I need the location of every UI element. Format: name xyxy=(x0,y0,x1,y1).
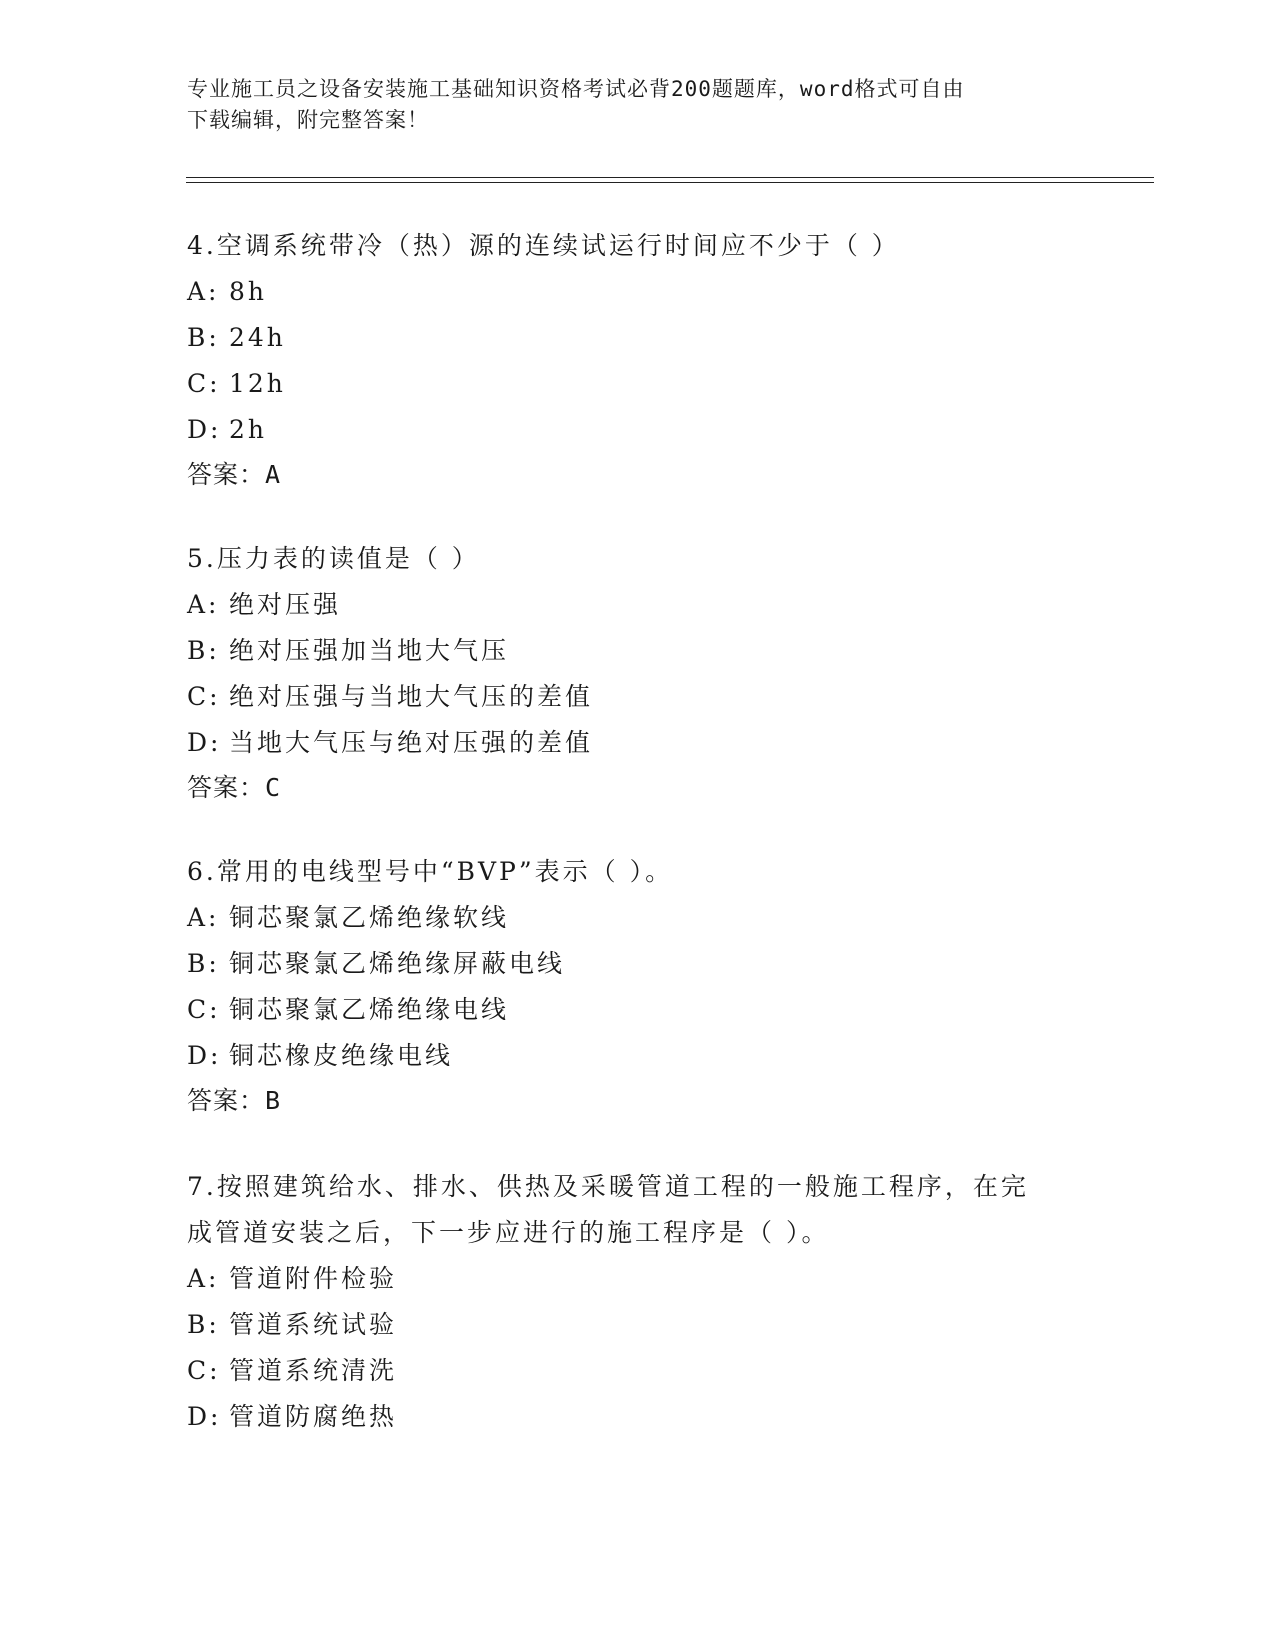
option-text: 铜芯橡皮绝缘电线 xyxy=(229,1041,454,1070)
option-key: D: xyxy=(187,728,222,757)
header-title-line-1: 专业施工员之设备安装施工基础知识资格考试必背200题题库，word格式可自由 xyxy=(187,77,965,101)
option-a xyxy=(187,895,1067,941)
question-6 xyxy=(187,849,1067,1123)
option-a xyxy=(187,582,1067,628)
option-key: D: xyxy=(187,415,222,444)
option-key: B: xyxy=(187,323,220,352)
option-key: B: xyxy=(187,1310,220,1339)
option-text: 绝对压强与当地大气压的差值 xyxy=(229,682,594,711)
document-header xyxy=(187,74,1067,136)
option-key: C: xyxy=(187,682,221,711)
option-c xyxy=(187,361,1067,407)
question-7 xyxy=(187,1164,1067,1440)
option-text: 铜芯聚氯乙烯绝缘屏蔽电线 xyxy=(229,949,566,978)
question-stem: 6.常用的电线型号中“BVP”表示（ ）。 xyxy=(187,857,674,886)
option-text: 绝对压强加当地大气压 xyxy=(229,636,510,665)
answer-label: 答案： xyxy=(187,1086,266,1115)
header-divider-top xyxy=(186,177,1154,178)
option-b xyxy=(187,315,1067,361)
question-stem: 4.空调系统带冷（热）源的连续试运行时间应不少于（ ） xyxy=(187,231,900,260)
option-text: 绝对压强 xyxy=(229,590,342,619)
option-text: 管道附件检验 xyxy=(229,1264,398,1293)
option-key: C: xyxy=(187,369,221,398)
option-c xyxy=(187,987,1067,1033)
option-text: 铜芯聚氯乙烯绝缘电线 xyxy=(229,995,510,1024)
answer-value: B xyxy=(265,1086,282,1115)
option-key: A: xyxy=(187,903,220,932)
answer-value: C xyxy=(265,773,282,802)
question-5 xyxy=(187,536,1067,810)
answer-line xyxy=(187,766,1067,810)
option-a xyxy=(187,269,1067,315)
option-text: 8h xyxy=(229,277,268,306)
option-a xyxy=(187,1256,1067,1302)
option-key: A: xyxy=(187,590,220,619)
option-key: C: xyxy=(187,1356,221,1385)
option-text: 管道防腐绝热 xyxy=(229,1402,398,1431)
option-text: 2h xyxy=(229,415,268,444)
option-text: 12h xyxy=(229,369,286,398)
question-4 xyxy=(187,223,1067,497)
option-text: 管道系统清洗 xyxy=(229,1356,398,1385)
header-divider-bottom xyxy=(186,182,1154,183)
option-d xyxy=(187,1033,1067,1079)
option-key: C: xyxy=(187,995,221,1024)
option-c xyxy=(187,1348,1067,1394)
header-title-line-2: 下载编辑，附完整答案！ xyxy=(187,108,429,132)
option-key: D: xyxy=(187,1041,222,1070)
answer-value: A xyxy=(265,460,282,489)
answer-line xyxy=(187,453,1067,497)
option-text: 管道系统试验 xyxy=(229,1310,398,1339)
option-key: D: xyxy=(187,1402,222,1431)
question-stem: 5.压力表的读值是（ ） xyxy=(187,544,480,573)
option-key: B: xyxy=(187,636,220,665)
option-d xyxy=(187,1394,1067,1440)
answer-line xyxy=(187,1079,1067,1123)
option-c xyxy=(187,674,1067,720)
answer-label: 答案： xyxy=(187,460,266,489)
option-text: 当地大气压与绝对压强的差值 xyxy=(229,728,594,757)
option-b xyxy=(187,628,1067,674)
option-d xyxy=(187,407,1067,453)
option-text: 铜芯聚氯乙烯绝缘软线 xyxy=(229,903,510,932)
option-b xyxy=(187,1302,1067,1348)
option-key: A: xyxy=(187,1264,220,1293)
answer-label: 答案： xyxy=(187,773,266,802)
option-d xyxy=(187,720,1067,766)
option-key: A: xyxy=(187,277,220,306)
option-key: B: xyxy=(187,949,220,978)
option-text: 24h xyxy=(229,323,286,352)
question-stem: 7.按照建筑给水、排水、供热及采暖管道工程的一般施工程序，在完成管道安装之后，下一步应进行的施工程序是（ ）。 xyxy=(187,1172,1029,1247)
option-b xyxy=(187,941,1067,987)
